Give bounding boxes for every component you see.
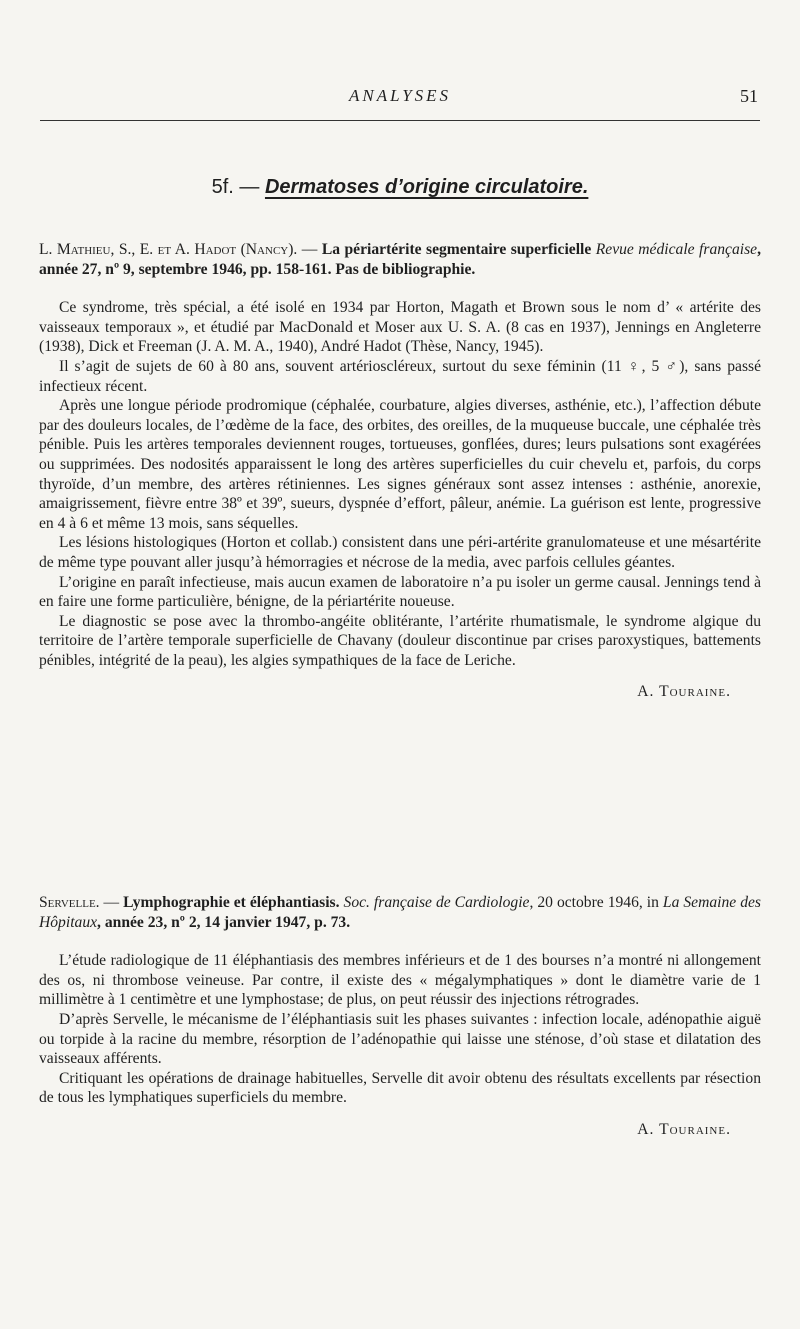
article-2 — [39, 893, 761, 1140]
article-1-title: La périartérite segmentaire superficielle — [321, 241, 596, 258]
running-title: ANALYSES — [348, 86, 452, 105]
article-2-reference — [39, 893, 761, 932]
paragraph: L’étude radiologique de 11 éléphantiasis des membres inférieurs et de 1 des bourses n’a montré ni allongement des os, ni thrombose veineuse. Par contre, il existe des « mégalymphatiques » dont le diamètre varie de 1 millimètre à 1 centimètre et une lymphostase; de plus, on peut réussir des injections rétrogrades. — [39, 952, 761, 1009]
article-2-date: , 20 octobre 1946, in — [529, 894, 663, 911]
header-rule — [40, 120, 760, 121]
article-1-reference — [39, 240, 761, 279]
paragraph: Après une longue période prodromique (céphalée, courbature, algies diverses, asthénie, etc.), l’affection débute par des douleurs locales, de l’œdème de la face, des orbites, des oreilles, de la muqueuse buccale, une céphalée très pénible. Puis les artères temporales deviennent rouges, tortueuses, gonflées, dures; leurs pulsations sont exagérées ou supprimées. Des nodosités apparaissent le long des artères superficielles du cuir chevelu et, parfois, du corps thyroïde, d’un membre, des artères rétiniennes. Les signes généraux sont assez intenses : asthénie, anorexie, amaigrissement, fièvre entre 38º et 39º, sueurs, dyspnée d’effort, pâleur, anémie. La guérison est lente, progressive en 4 à 6 et même 13 mois, sans séquelles. — [39, 397, 761, 532]
paragraph: Ce syndrome, très spécial, a été isolé en 1934 par Horton, Magath et Brown sous le nom d’ « artérite des vaisseaux temporaux », et étudié par MacDonald et Moser aux U. S. A. (8 cas en 1937), Jennings en Angleterre (1938), Dick et Freeman (J. A. M. A., 1940), André Hadot (Thèse, Nancy, 1945). — [39, 299, 761, 356]
paragraph: L’origine en paraît infectieuse, mais aucun examen de laboratoire n’a pu isoler un germe causal. Jennings tend à en faire une forme particulière, bénigne, de la périartérite noueuse. — [39, 573, 761, 611]
paragraph: Le diagnostic se pose avec la thrombo-angéite oblitérante, l’artérite rhumatismale, le syndrome algique du territoire de l’artère temporale superficielle de Chavany (douleur discontinue par crises paroxystiques, battements pénibles, intégrité de la peau), les algies sympathiques de la face de Leriche. — [39, 612, 761, 669]
article-1-signature: A. Touraine. — [637, 683, 731, 701]
page-number: 51 — [740, 86, 758, 106]
paragraph: D’après Servelle, le mécanisme de l’éléphantiasis suit les phases suivantes : infection locale, adénopathie aiguë ou torpide à la racine du membre, résorption de l’adénopathie qui laisse une sténose, d’où stase et dilatation des vaisseaux afférents. — [39, 1010, 761, 1068]
paragraph: Critiquant les opérations de drainage habituelles, Servelle dit avoir obtenu des résultats excellents par résection de tous les lymphatiques superficiels du membre. — [39, 1069, 761, 1107]
article-1-details: , année 27, nº 9, septembre 1946, pp. 158-161. Pas de bibliographie. — [39, 241, 761, 278]
section-title: Dermatoses d’origine circulatoire. — [264, 176, 589, 198]
article-2-authors: Servelle. — — [39, 894, 124, 911]
section-number: 5f. — — [211, 176, 265, 198]
article-1-authors: L. Mathieu, S., E. et A. Hadot (Nancy). — — [39, 241, 322, 258]
paragraph: Il s’agit de sujets de 60 à 80 ans, souvent artérioscléreux, surtout du sexe féminin (11 ♀, 5 ♂), sans passé infectieux récent. — [39, 357, 761, 395]
article-1 — [39, 240, 761, 721]
paragraph: Les lésions histologiques (Horton et collab.) consistent dans une péri-artérite granulomateuse et une mésartérite de même type pouvant aller jusqu’à hémorragies et nécrose de la media, avec parfois cellules géantes. — [39, 534, 761, 571]
article-2-title: Lymphographie et éléphantiasis. — [123, 894, 344, 911]
page-header — [40, 86, 760, 112]
article-2-journal-2: La Semaine des Hôpitaux — [39, 894, 761, 931]
section-heading — [0, 176, 800, 199]
article-2-signature: A. Touraine. — [637, 1120, 731, 1138]
article-2-journal: Soc. française de Cardiologie — [343, 894, 530, 911]
article-1-journal: Revue médicale française — [595, 241, 758, 258]
article-2-details: , année 23, nº 2, 14 janvier 1947, p. 73. — [97, 913, 351, 931]
